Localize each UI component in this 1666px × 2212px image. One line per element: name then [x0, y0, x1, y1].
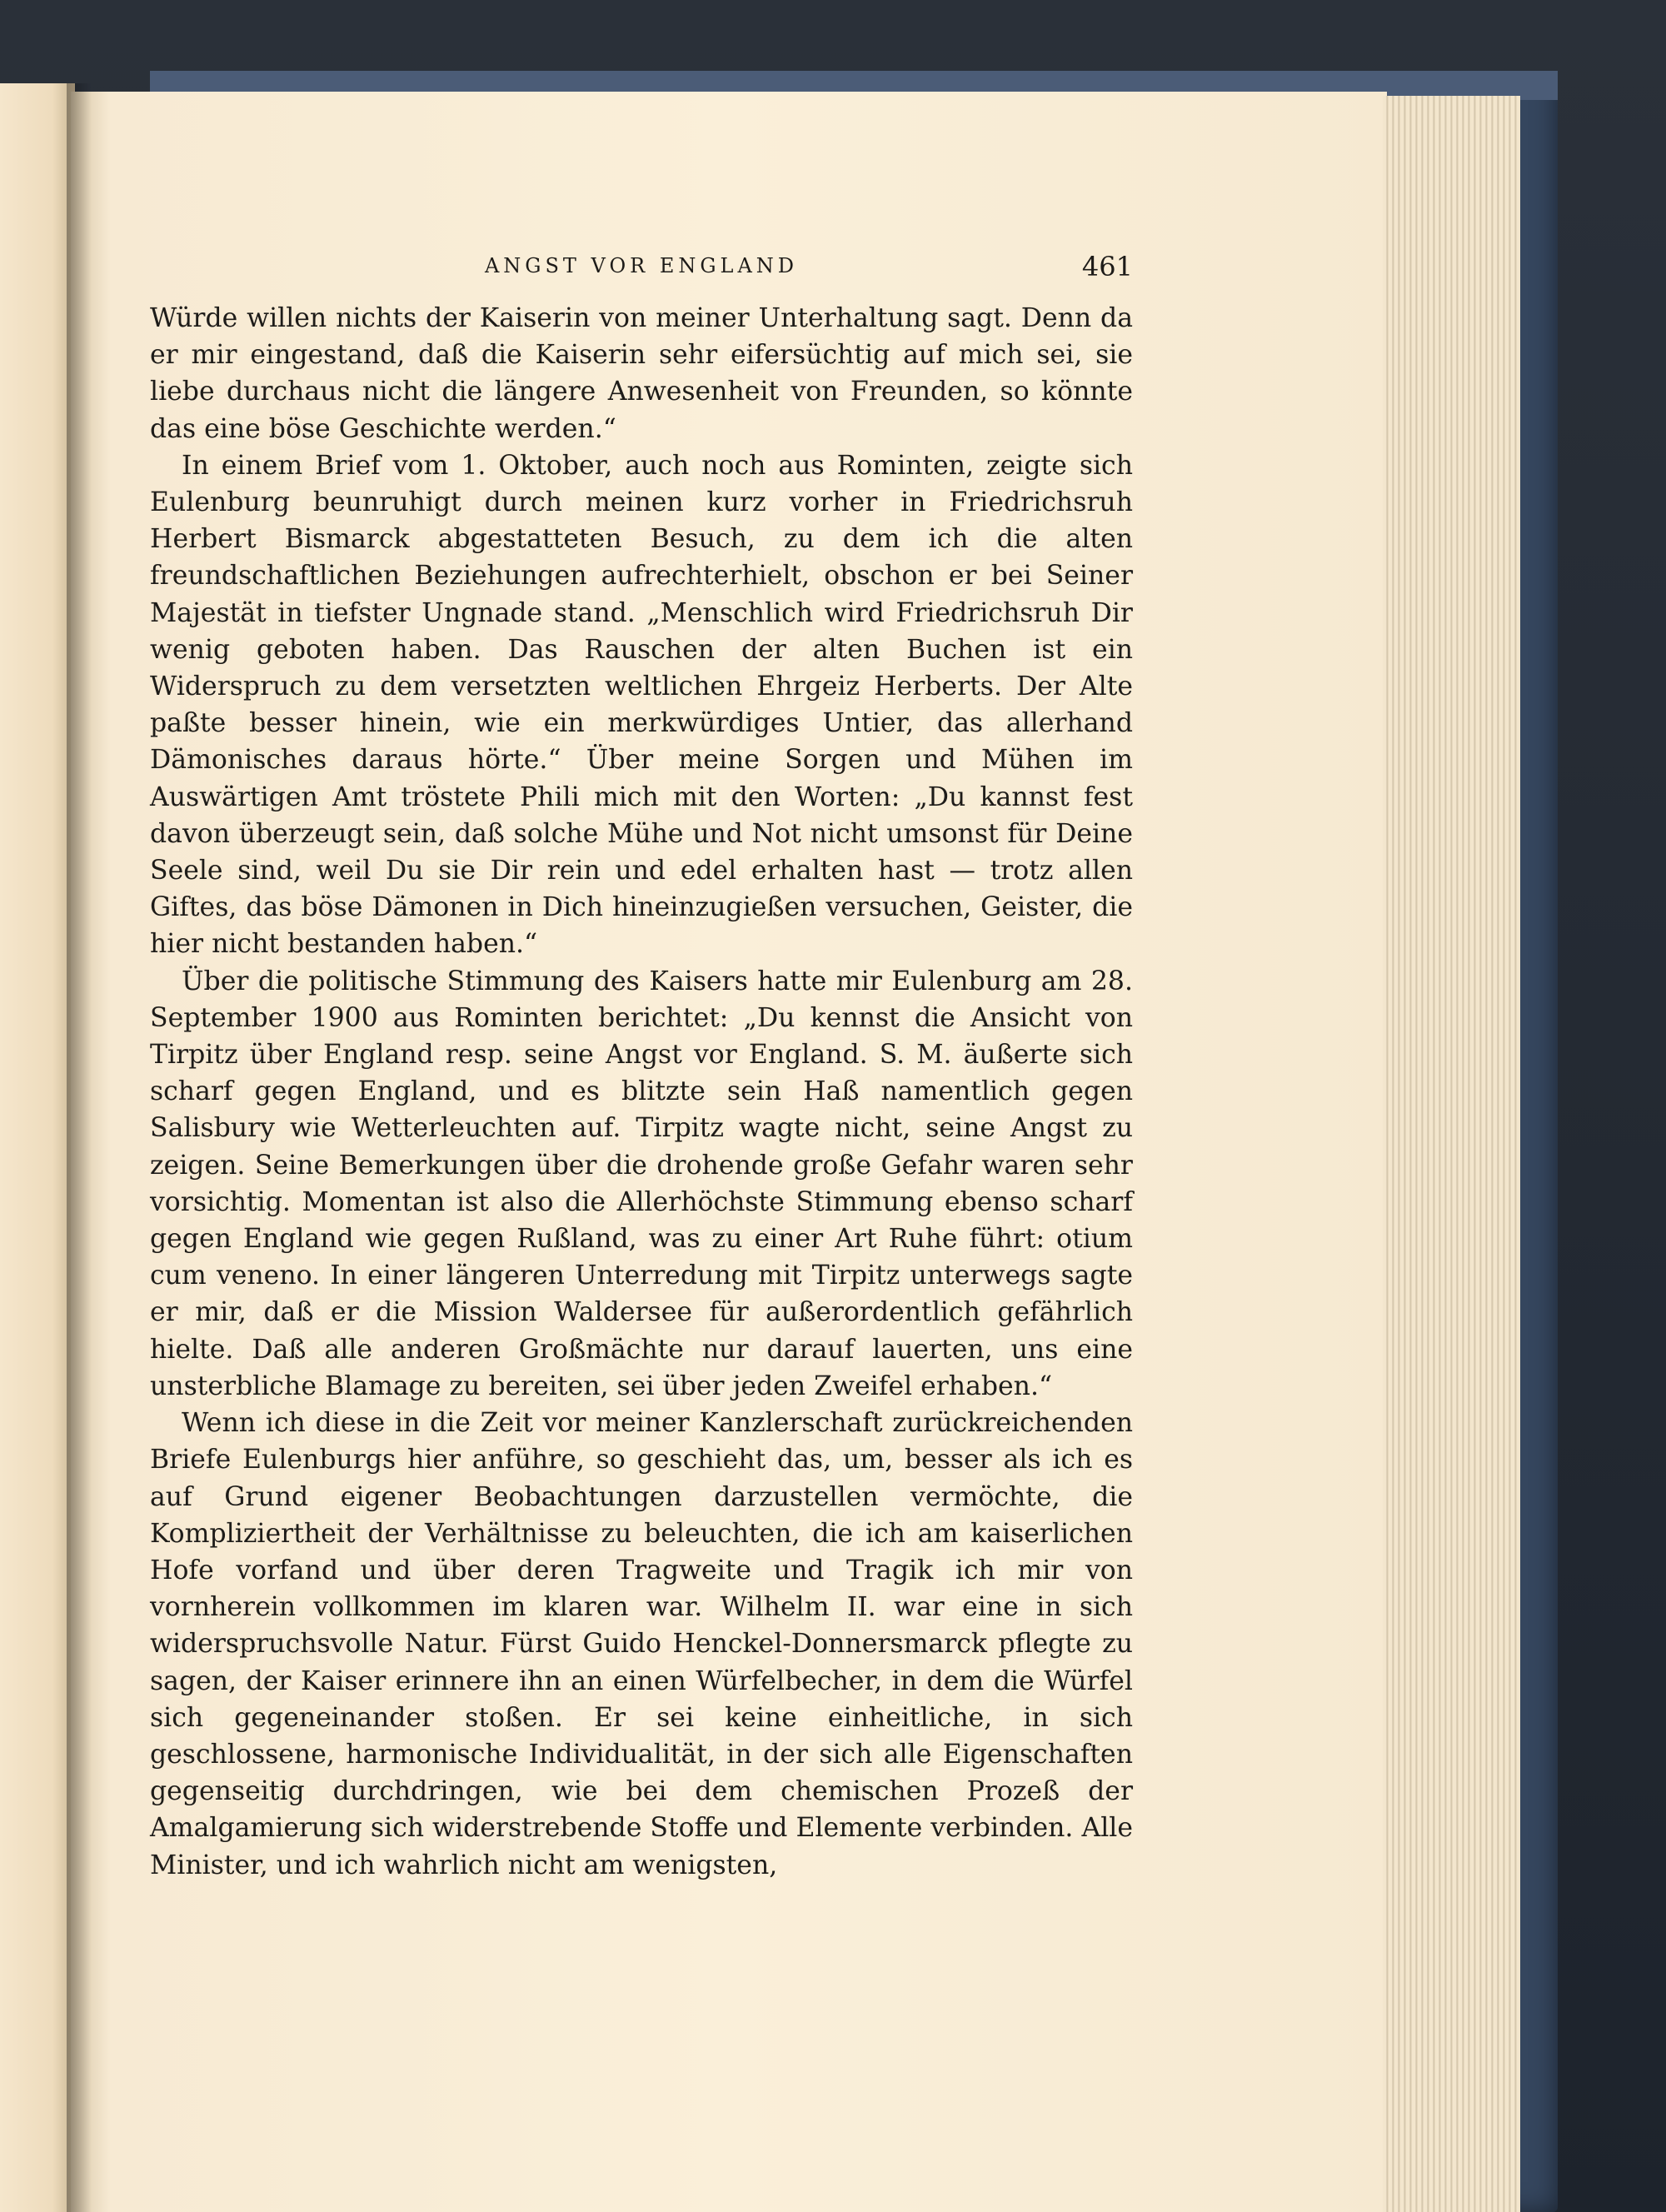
body-text — [150, 300, 1133, 1884]
running-header — [150, 251, 1133, 287]
page-edges — [1383, 96, 1520, 2212]
paragraph: Wenn ich diese in die Zeit vor meiner Kanzlerschaft zurückreichenden Briefe Eulenburgs hier anführe, so geschieht das, um, besser als ich es auf Grund eigener Beobachtungen darzustellen vermöchte, die Kompliziertheit der Verhältnisse zu beleuchten, die ich am kaiserlichen Hofe vorfand und über deren Tragweite und Tragik ich mir von vornherein vollkommen im klaren war. Wilhelm II. war eine in sich widerspruchsvolle Natur. Fürst Guido Henckel-Donnersmarck pflegte zu sagen, der Kaiser erinnere ihn an einen Würfelbecher, in dem die Würfel sich gegeneinander stoßen. Er sei keine einheitliche, in sich geschlossene, harmonische Individualität, in der sich alle Eigenschaften gegenseitig durchdringen, wie bei dem chemischen Prozeß der Amalgamierung sich widerstrebende Stoffe und Elemente verbinden. Alle Minister, und ich wahrlich nicht am wenigsten, — [150, 1408, 1133, 1880]
paragraph: Über die politische Stimmung des Kaisers hatte mir Eulenburg am 28. September 1900 aus Rominten berichtet: „Du kennst die Ansicht von Tirpitz über England resp. seine Angst vor England. S. M. äußerte sich scharf gegen England, und es blitzte sein Haß namentlich gegen Salisbury wie Wetterleuchten auf. Tirpitz wagte nicht, seine Angst zu zeigen. Seine Bemerkungen über die drohende große Gefahr waren sehr vorsichtig. Momentan ist also die Allerhöchste Stimmung ebenso scharf gegen England wie gegen Rußland, was zu einer Art Ruhe führt: otium cum veneno. In einer längeren Unterredung mit Tirpitz unterwegs sagte er mir, daß er die Mission Waldersee für außerordentlich gefährlich hielte. Daß alle anderen Großmächte nur darauf lauerten, uns eine unsterbliche Blamage zu bereiten, sei über jeden Zweifel erhaben.“ — [150, 966, 1133, 1401]
paragraph: Würde willen nichts der Kaiserin von meiner Unterhaltung sagt. Denn da er mir eingestand, daß die Kaiserin sehr eifersüchtig auf mich sei, sie liebe durchaus nicht die längere Anwesenheit von Freunden, so könnte das eine böse Geschichte werden.“ — [150, 303, 1133, 444]
paragraph: In einem Brief vom 1. Oktober, auch noch aus Rominten, zeigte sich Eulenburg beunruhigt durch meinen kurz vorher in Friedrichsruh Herbert Bismarck abgestatteten Besuch, zu dem ich die alten freundschaftlichen Beziehungen aufrechterhielt, obschon er bei Seiner Majestät in tiefster Ungnade stand. „Menschlich wird Friedrichsruh Dir wenig geboten haben. Das Rauschen der alten Buchen ist ein Widerspruch zu dem versetzten weltlichen Ehrgeiz Herberts. Der Alte paßte besser hinein, wie ein merkwürdiges Untier, das allerhand Dämonisches daraus hörte.“ Über meine Sorgen und Mühen im Auswärtigen Amt tröstete Phili mich mit den Worten: „Du kannst fest davon überzeugt sein, daß solche Mühe und Not nicht umsonst für Deine Seele sind, weil Du sie Dir rein und edel erhalten hast — trotz allen Giftes, das böse Dämonen in Dich hineinzugießen versuchen, Geister, die hier nicht bestanden haben.“ — [150, 450, 1133, 960]
facing-page — [0, 83, 75, 2212]
page-number: 461 — [1081, 251, 1133, 282]
spine-shadow — [67, 83, 92, 2212]
running-title: ANGST VOR ENGLAND — [484, 254, 799, 277]
